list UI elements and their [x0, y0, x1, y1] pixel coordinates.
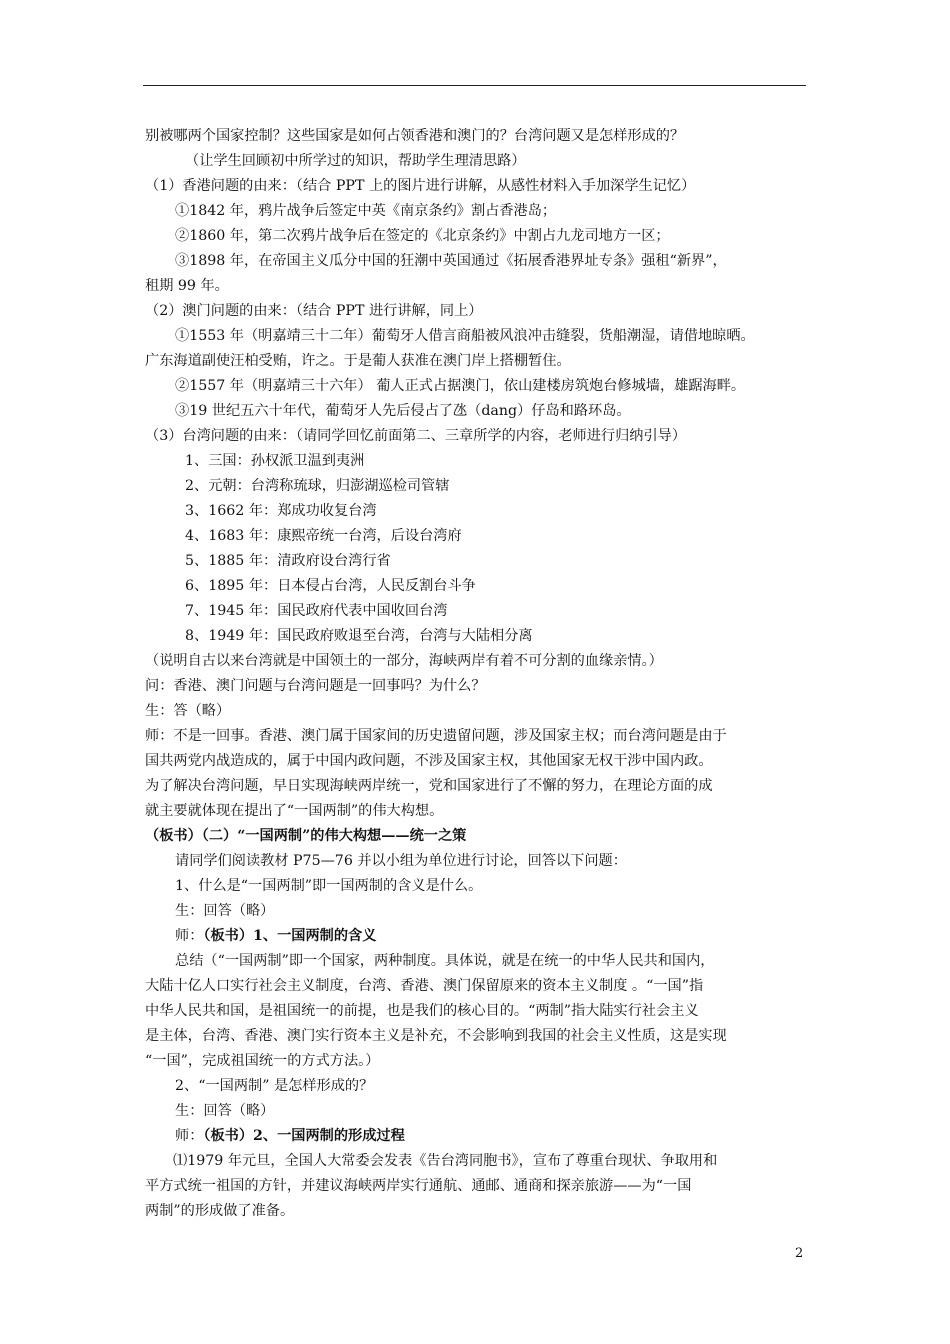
text-line: （说明自古以来台湾就是中国领土的一部分，海峡两岸有着不可分割的血缘亲情。）: [145, 653, 663, 669]
text-line: （2）澳门问题的由来：（结合 PPT 进行讲解，同上）: [145, 303, 483, 319]
text-line: （板书）（二）“一国两制”的伟大构想——统一之策: [145, 828, 467, 844]
text-line: 总结（“一国两制”即一个国家，两种制度。具体说，就是在统一的中华人民共和国内，: [175, 953, 715, 969]
text-line: （让学生回顾初中所学过的知识，帮助学生理清思路）: [185, 153, 526, 169]
text-line: ①1553 年（明嘉靖三十二年）葡萄牙人借言商船被风浪冲击缝裂，货船潮湿，请借地晾晒。: [175, 328, 755, 344]
text-line: 请同学们阅读教材 P75—76 并以小组为单位进行讨论，回答以下问题：: [175, 853, 627, 869]
text-line: 1、三国：孙权派卫温到夷洲: [185, 453, 365, 469]
text-line: 大陆十亿人口实行社会主义制度，台湾、香港、澳门保留原来的资本主义制度 。“一国”指: [145, 978, 704, 994]
text-line: 1、什么是“一国两制”即一国两制的含义是什么。: [175, 878, 483, 894]
text-line: 3、1662 年：郑成功收复台湾: [185, 503, 377, 519]
text-line: 就主要就体现在提出了“一国两制”的伟大构想。: [145, 803, 444, 819]
text-line: 师：（板书）2、一国两制的形成过程: [175, 1128, 405, 1144]
text-line: 两制”的形成做了准备。: [145, 1203, 295, 1219]
text-line: 6、1895 年：日本侵占台湾，人民反割台斗争: [185, 578, 476, 594]
text-line: 租期 99 年。: [145, 278, 229, 294]
text-line: 广东海道副使汪柏受贿，许之。于是葡人获准在澳门岸上搭棚暂住。: [145, 353, 571, 369]
text-line: ③1898 年，在帝国主义瓜分中国的狂潮中英国通过《拓展香港界址专条》强租“新界”，: [175, 253, 727, 269]
text-line: 2、元朝：台湾称琉球，归澎湖巡检司管辖: [185, 478, 450, 494]
text-line: 是主体，台湾、香港、澳门实行资本主义是补充，不会影响到我国的社会主义性质，这是实现: [145, 1028, 727, 1044]
text-line: ⑴1979 年元旦，全国人大常委会发表《告台湾同胞书》，宣布了尊重台现状、争取用和: [173, 1153, 718, 1169]
header-rule: [143, 85, 806, 86]
text-line: 平方式统一祖国的方针，并建议海峡两岸实行通航、通邮、通商和探亲旅游——为“一国: [145, 1178, 692, 1194]
text-line: ②1557 年（明嘉靖三十六年） 葡人正式占据澳门，依山建楼房筑炮台修城墙，雄踞海畔。: [175, 378, 746, 394]
page-number: 2: [795, 1246, 804, 1261]
text-line: 国共两党内战造成的，属于中国内政问题，不涉及国家主权，其他国家无权干涉中国内政。: [145, 753, 713, 769]
text-line: 生：回答（略）: [175, 903, 275, 919]
text-line: 别被哪两个国家控制？这些国家是如何占领香港和澳门的？台湾问题又是怎样形成的？: [145, 128, 685, 144]
document-body: [145, 124, 815, 1224]
text-line: ①1842 年，鸦片战争后签定中英《南京条约》割占香港岛；: [175, 203, 557, 219]
text-line: 师：（板书）1、一国两制的含义: [175, 928, 377, 944]
text-line: 4、1683 年：康熙帝统一台湾，后设台湾府: [185, 528, 462, 544]
text-line: 生：答（略）: [145, 703, 231, 719]
text-line: 7、1945 年：国民政府代表中国收回台湾: [185, 603, 448, 619]
text-line: 8、1949 年：国民政府败退至台湾，台湾与大陆相分离: [185, 628, 533, 644]
text-line: 生：回答（略）: [175, 1103, 275, 1119]
text-line: 5、1885 年：清政府设台湾行省: [185, 553, 391, 569]
text-line: （1）香港问题的由来：（结合 PPT 上的图片进行讲解，从感性材料入手加深学生记忆）: [145, 178, 696, 194]
text-line: 为了解决台湾问题，早日实现海峡两岸统一，党和国家进行了不懈的努力，在理论方面的成: [145, 778, 713, 794]
text-line: “一国”，完成祖国统一的方式方法。）: [145, 1053, 380, 1069]
text-line: 2、“一国两制” 是怎样形成的？: [175, 1078, 374, 1094]
text-line: （3）台湾问题的由来：（请同学回忆前面第二、三章所学的内容，老师进行归纳引导）: [145, 428, 687, 444]
text-line: ③19 世纪五六十年代，葡萄牙人先后侵占了氹（dang）仔岛和路环岛。: [175, 403, 631, 419]
text-line: 师：不是一回事。香港、澳门属于国家间的历史遗留问题，涉及国家主权；而台湾问题是由于: [145, 728, 727, 744]
text-line: 中华人民共和国，是祖国统一的前提，也是我们的核心目的。“两制”指大陆实行社会主义: [145, 1003, 699, 1019]
text-line: 问：香港、澳门问题与台湾问题是一回事吗？为什么？: [145, 678, 486, 694]
text-line: ②1860 年，第二次鸦片战争后在签定的《北京条约》中割占九龙司地方一区；: [175, 228, 670, 244]
